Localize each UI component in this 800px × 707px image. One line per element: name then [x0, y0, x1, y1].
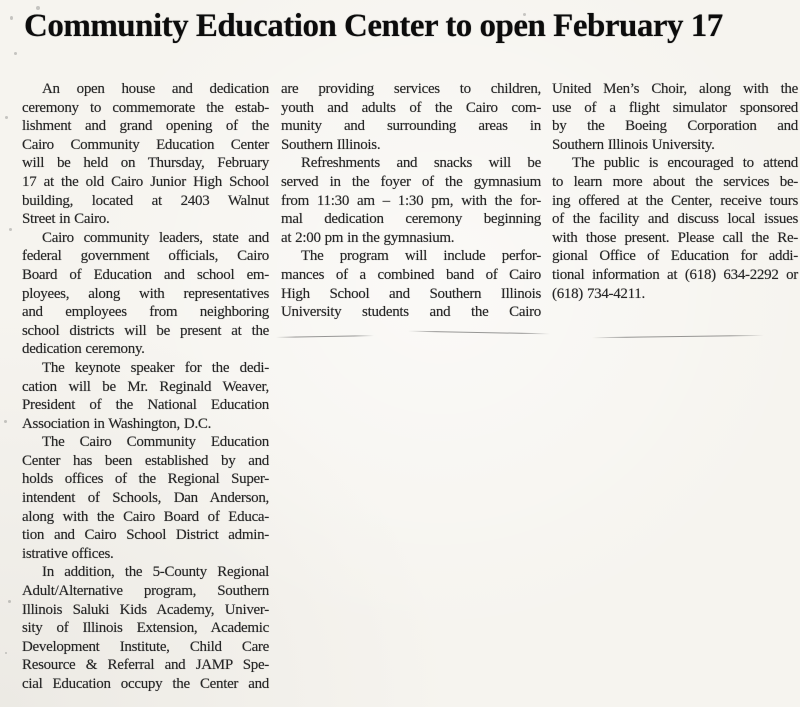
paragraph [281, 154, 541, 247]
text-line: Board of Education and school em- [22, 266, 269, 283]
text-line: 17 at the old Cairo Junior High School [22, 173, 269, 190]
text-line: federal government officials, Cairo [22, 248, 269, 265]
scan-speck [14, 52, 17, 55]
text-line: dedication ceremony. [22, 341, 145, 358]
text-line: Adult/Alternative program, Southern [22, 583, 269, 600]
text-line: mances of a combined band of Cairo [281, 266, 541, 283]
text-line: at 2:00 pm in the gymnasium. [281, 229, 455, 246]
text-line: along with the Cairo Board of Educa- [22, 508, 269, 525]
text-line: United Men’s Choir, along with the [552, 81, 798, 97]
text-line: Resource & Referral and JAMP Spe- [22, 657, 269, 674]
paragraph [552, 154, 798, 303]
text-line: holds offices of the Regional Super- [22, 471, 269, 488]
text-line: The public is encouraged to attend [572, 155, 798, 172]
text-line: to learn more about the services be- [552, 173, 798, 190]
article-column-3 [552, 80, 798, 694]
article-headline: Community Education Center to open February 17 [24, 8, 723, 44]
text-line: Southern Illinois. [281, 136, 381, 153]
text-line: use of a flight simulator sponsored [552, 99, 798, 116]
scan-speck [36, 6, 40, 10]
text-line: school districts will be present at the [22, 322, 269, 339]
text-line: munity and surrounding areas in [281, 118, 541, 135]
text-line: cation will be Mr. Reginald Weaver, [22, 378, 269, 395]
scan-speck [8, 600, 11, 603]
text-line: lishment and grand opening of the [22, 118, 269, 135]
text-line: from 11:30 am – 1:30 pm, with the for- [281, 192, 541, 209]
text-line: Cairo Community Education Center [22, 136, 269, 153]
paragraph [22, 433, 269, 563]
text-line: with those present. Please call the Re- [552, 229, 798, 246]
text-line: (618) 734-4211. [552, 285, 645, 302]
text-line: istrative offices. [22, 545, 114, 562]
text-line: High School and Southern Illinois [281, 285, 541, 302]
text-line: sity of Illinois Extension, Academic [22, 620, 269, 637]
text-line: Center has been established by and [22, 452, 269, 469]
scan-speck [5, 116, 8, 119]
text-line: Development Institute, Child Care [22, 638, 269, 655]
text-line: ceremony to commemorate the estab- [22, 99, 269, 116]
text-line: will be held on Thursday, February [22, 155, 269, 172]
text-line: intendent of Schools, Dan Anderson, [22, 490, 269, 507]
article-columns [22, 80, 798, 694]
text-line: cial Education occupy the Center and [22, 676, 269, 692]
text-line: In addition, the 5-County Regional [42, 564, 269, 581]
text-line: of the facility and discuss local issues [552, 211, 798, 228]
scan-speck [4, 420, 7, 423]
paragraph [22, 563, 269, 693]
text-line: building, located at 2403 Walnut [22, 192, 269, 209]
paragraph [552, 80, 798, 154]
text-line: tional information at (618) 634-2292 or [552, 266, 798, 283]
scan-speck [523, 13, 526, 16]
text-line: by the Boeing Corporation and [552, 118, 798, 135]
text-line: Cairo community leaders, state and [42, 229, 269, 246]
text-line: President of the National Education [22, 397, 269, 414]
article-column-2 [281, 80, 541, 694]
text-line: The Cairo Community Education [42, 434, 269, 451]
text-line: The program will include perfor- [301, 248, 541, 265]
scan-speck [5, 652, 7, 654]
article-column-1 [22, 80, 269, 694]
text-line: Association in Washington, D.C. [22, 415, 212, 432]
paragraph [281, 247, 541, 321]
scan-speck [9, 228, 12, 231]
text-line: Street in Cairo. [22, 211, 110, 228]
text-line: Refreshments and snacks will be [301, 155, 541, 172]
paragraph [22, 359, 269, 433]
text-line: Southern Illinois University. [552, 136, 715, 153]
text-line: mal dedication ceremony beginning [281, 211, 541, 228]
text-line: tion and Cairo School District admin- [22, 527, 269, 544]
text-line: An open house and dedication [42, 81, 269, 97]
text-line: gional Office of Education for addi- [552, 248, 798, 265]
text-line: ing offered at the Center, receive tours [552, 192, 798, 209]
text-line: Illinois Saluki Kids Academy, Univer- [22, 601, 269, 618]
text-line: and employees from neighboring [22, 304, 269, 321]
scan-speck [10, 16, 13, 20]
text-line: ployees, along with representatives [22, 285, 269, 302]
paragraph [281, 80, 541, 154]
text-line: The keynote speaker for the dedi- [42, 359, 269, 376]
text-line: are providing services to children, [281, 81, 541, 97]
text-line: served in the foyer of the gymnasium [281, 173, 541, 190]
paragraph [22, 229, 269, 359]
text-line: University students and the Cairo [281, 304, 541, 321]
paragraph [22, 80, 269, 229]
text-line: youth and adults of the Cairo com- [281, 99, 541, 116]
